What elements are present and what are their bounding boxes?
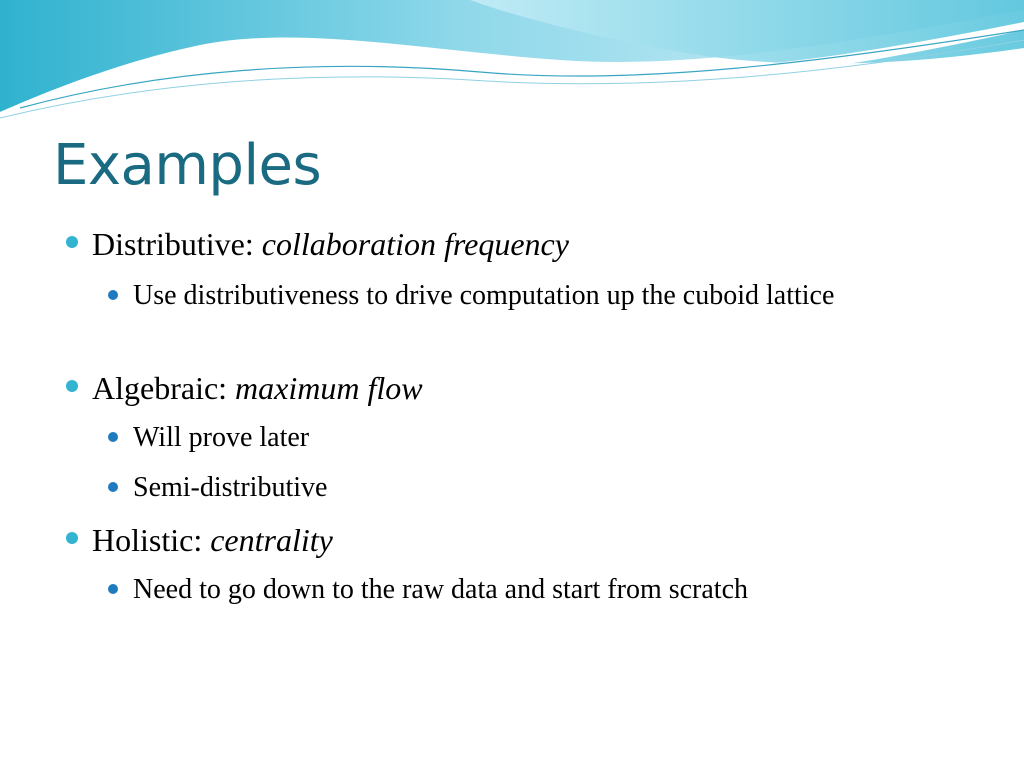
bullet-holistic bbox=[66, 520, 333, 560]
sub-bullet-algebraic-2 bbox=[108, 468, 988, 508]
sub-bullet-text: Need to go down to the raw data and start from scratch bbox=[133, 574, 749, 605]
bullet-example: maximum flow bbox=[235, 370, 423, 406]
bullet-label: Distributive: bbox=[92, 226, 262, 262]
bullet-example: collaboration frequency bbox=[261, 226, 569, 262]
sub-bullet-text: Will prove later bbox=[133, 422, 310, 453]
bullet-text bbox=[92, 368, 423, 408]
bullet-dot bbox=[66, 380, 78, 392]
sub-bullet-text: Semi-distributive bbox=[133, 472, 328, 503]
bullet-algebraic bbox=[66, 368, 423, 408]
sub-bullet-dot bbox=[108, 432, 118, 442]
slide-title: Examples bbox=[53, 133, 322, 198]
bullet-distributive bbox=[66, 224, 569, 264]
bullet-label: Algebraic: bbox=[92, 370, 236, 406]
bullet-example: centrality bbox=[210, 522, 333, 558]
bullet-text bbox=[92, 520, 333, 560]
sub-bullet-dot bbox=[108, 290, 118, 300]
sub-bullet-dot bbox=[108, 584, 118, 594]
sub-bullet-algebraic-1 bbox=[108, 418, 988, 458]
bullet-dot bbox=[66, 532, 78, 544]
sub-bullet-holistic-1 bbox=[108, 570, 988, 610]
bullet-label: Holistic: bbox=[92, 522, 211, 558]
bullet-text bbox=[92, 224, 569, 264]
sub-bullet-text: Use distributiveness to drive computation up the cuboid lattice bbox=[133, 280, 835, 311]
bullet-dot bbox=[66, 236, 78, 248]
sub-bullet-dot bbox=[108, 482, 118, 492]
sub-bullet-distributive-1 bbox=[108, 276, 988, 316]
